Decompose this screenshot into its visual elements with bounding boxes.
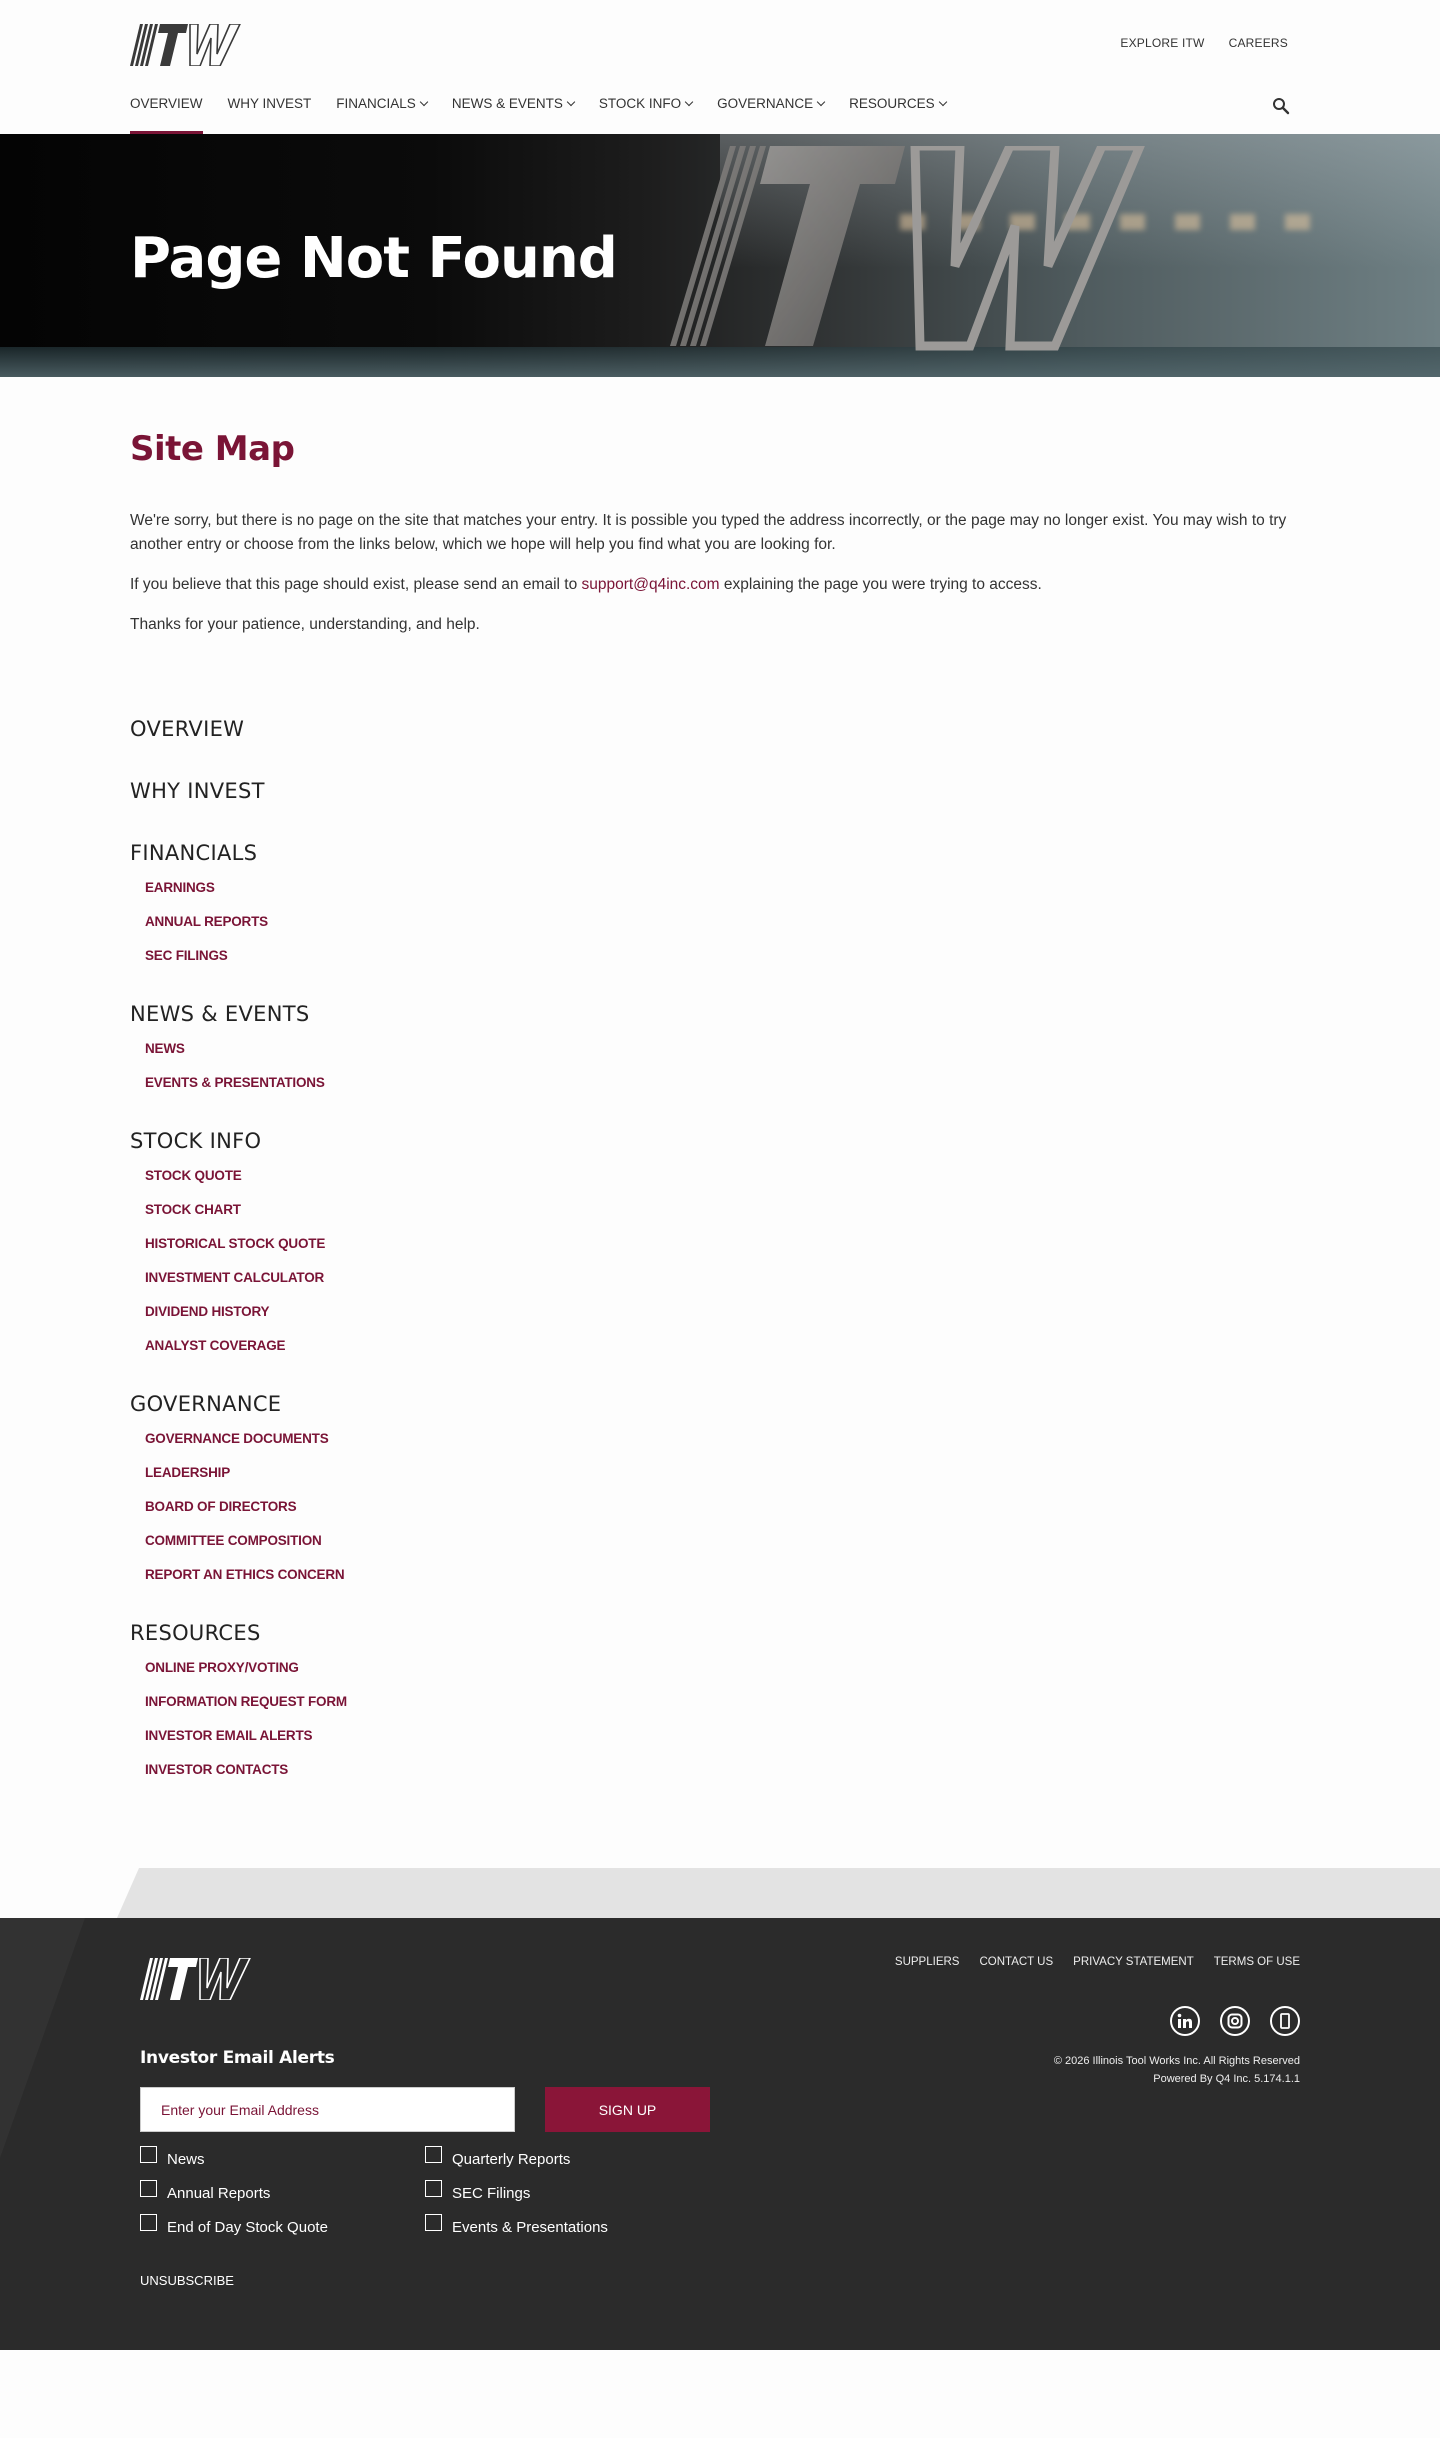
sitemap-link-online-proxy-voting[interactable]: ONLINE PROXY/VOTING [145, 1660, 299, 1675]
sitemap-section-financials [130, 841, 1310, 964]
sitemap-link-historical-stock-quote[interactable]: HISTORICAL STOCK QUOTE [145, 1236, 326, 1251]
footer-link-terms-of-use[interactable]: TERMS OF USE [1213, 1956, 1300, 1968]
main-content [130, 377, 1310, 1856]
nav-overview[interactable] [130, 96, 203, 134]
sitemap [130, 717, 1310, 1856]
explore-itw-link[interactable]: EXPLORE ITW [1120, 36, 1205, 50]
itw-logo[interactable] [130, 24, 248, 66]
sitemap-heading-stock-info[interactable]: STOCK INFO [130, 1129, 262, 1153]
sitemap-link-sec-filings[interactable]: SEC FILINGS [145, 948, 228, 963]
sitemap-link-stock-chart[interactable]: STOCK CHART [145, 1202, 241, 1217]
utility-nav [1120, 36, 1288, 50]
email-alerts-form [140, 1918, 740, 2350]
sign-up-button[interactable]: SIGN UP [545, 2087, 710, 2132]
sitemap-heading-governance[interactable]: GOVERNANCE [130, 1392, 282, 1416]
sitemap-link-governance-documents[interactable]: GOVERNANCE DOCUMENTS [145, 1431, 329, 1446]
checkbox-box[interactable] [140, 2214, 157, 2231]
sitemap-heading-news-events[interactable]: NEWS & EVENTS [130, 1002, 310, 1026]
chevron-down-icon [420, 98, 428, 106]
linkedin-icon[interactable] [1170, 2006, 1200, 2036]
site-footer [0, 1918, 1440, 2350]
sitemap-link-board-of-directors[interactable]: BOARD OF DIRECTORS [145, 1499, 297, 1514]
sitemap-link-stock-quote[interactable]: STOCK QUOTE [145, 1168, 242, 1183]
contact-text-before: If you believe that this page should exist, please send an email to [130, 576, 582, 593]
checkbox-box[interactable] [425, 2214, 442, 2231]
nav-label: RESOURCES [849, 96, 935, 111]
contact-paragraph [130, 573, 1310, 597]
checkbox-end-of-day-stock-quote[interactable] [140, 2214, 425, 2236]
nav-why-invest[interactable] [228, 96, 312, 134]
hero-banner [0, 134, 1440, 377]
sitemap-section-why-invest [130, 779, 1310, 803]
nav-news-events[interactable] [452, 96, 574, 134]
instagram-icon[interactable] [1220, 2006, 1250, 2036]
nav-label: OVERVIEW [130, 96, 203, 111]
nav-label: GOVERNANCE [717, 96, 814, 111]
itw-3d-logo-image [670, 146, 1260, 356]
footer-links [895, 1956, 1300, 1968]
footer-link-privacy-statement[interactable]: PRIVACY STATEMENT [1073, 1956, 1194, 1968]
checkbox-box[interactable] [140, 2180, 157, 2197]
nav-stock-info[interactable] [599, 96, 692, 134]
contact-text-after: explaining the page you were trying to access. [719, 576, 1042, 593]
checkbox-quarterly-reports[interactable] [425, 2146, 710, 2168]
checkbox-sec-filings[interactable] [425, 2180, 710, 2202]
nav-financials[interactable] [336, 96, 427, 134]
social-links [1170, 2006, 1300, 2036]
checkbox-box[interactable] [425, 2180, 442, 2197]
footer-link-suppliers[interactable]: SUPPLIERS [894, 1956, 960, 1968]
site-map-heading: Site Map [130, 429, 295, 469]
footer-top-band [0, 1868, 1440, 1918]
nav-resources[interactable] [849, 96, 946, 134]
chevron-down-icon [817, 98, 825, 106]
nav-governance[interactable] [717, 96, 824, 134]
alert-type-checkboxes [140, 2146, 710, 2236]
checkbox-label: End of Day Stock Quote [167, 2219, 328, 2236]
sitemap-link-earnings[interactable]: EARNINGS [145, 880, 215, 895]
sitemap-section-stock-info [130, 1129, 1310, 1354]
main-nav [130, 96, 971, 134]
sitemap-heading-overview[interactable]: OVERVIEW [130, 717, 245, 741]
chevron-down-icon [938, 98, 946, 106]
nav-label: NEWS & EVENTS [451, 96, 563, 111]
checkbox-label: Events & Presentations [452, 2219, 608, 2236]
powered-by-text: Powered By Q4 Inc. 5.174.1.1 [1153, 2073, 1300, 2085]
careers-link[interactable]: CAREERS [1228, 36, 1288, 50]
sitemap-link-investor-email-alerts[interactable]: INVESTOR EMAIL ALERTS [145, 1728, 313, 1743]
sitemap-section-news-events [130, 1002, 1310, 1091]
nav-label: FINANCIALS [336, 96, 416, 111]
sitemap-section-overview [130, 717, 1310, 741]
sitemap-link-news[interactable]: NEWS [145, 1041, 185, 1056]
unsubscribe-link[interactable]: UNSUBSCRIBE [140, 2273, 234, 2288]
copyright-block [1054, 2052, 1300, 2088]
sitemap-link-investor-contacts[interactable]: INVESTOR CONTACTS [145, 1762, 289, 1777]
nav-label: STOCK INFO [598, 96, 682, 111]
sitemap-heading-resources[interactable]: RESOURCES [130, 1621, 261, 1645]
nav-label: WHY INVEST [227, 96, 312, 111]
footer-link-contact-us[interactable]: CONTACT US [979, 1956, 1054, 1968]
chevron-down-icon [685, 98, 693, 106]
checkbox-label: News [167, 2151, 205, 2168]
support-email-link[interactable]: support@q4inc.com [581, 576, 720, 593]
copyright-text: © 2026 Illinois Tool Works Inc. All Rights Reserved [1053, 2055, 1300, 2067]
sitemap-link-annual-reports[interactable]: ANNUAL REPORTS [145, 914, 268, 929]
sitemap-heading-why-invest[interactable]: WHY INVEST [130, 779, 265, 803]
checkbox-events-presentations[interactable] [425, 2214, 710, 2236]
sitemap-link-report-ethics-concern[interactable]: REPORT AN ETHICS CONCERN [145, 1567, 345, 1582]
sorry-paragraph: We're sorry, but there is no page on the site that matches your entry. It is possible you typed the address incorrectly, or the page may no longer exist. You may wish to try another entry or choose from the links below, which we hope will help you find what you are looking for. [130, 512, 1287, 553]
email-alerts-title: Investor Email Alerts [140, 2048, 335, 2068]
sitemap-link-committee-composition[interactable]: COMMITTEE COMPOSITION [145, 1533, 322, 1548]
sitemap-section-resources [130, 1621, 1310, 1778]
sitemap-link-analyst-coverage[interactable]: ANALYST COVERAGE [145, 1338, 286, 1353]
sitemap-link-leadership[interactable]: LEADERSHIP [145, 1465, 231, 1480]
checkbox-box[interactable] [140, 2146, 157, 2163]
checkbox-label: Annual Reports [167, 2185, 271, 2202]
mobile-icon[interactable] [1270, 2006, 1300, 2036]
checkbox-label: Quarterly Reports [452, 2151, 571, 2168]
site-header [0, 0, 1440, 134]
search-icon[interactable] [1272, 97, 1290, 115]
checkbox-label: SEC Filings [452, 2185, 531, 2202]
sitemap-link-information-request-form[interactable]: INFORMATION REQUEST FORM [145, 1694, 347, 1709]
sitemap-link-investment-calculator[interactable]: INVESTMENT CALCULATOR [145, 1270, 325, 1285]
thanks-paragraph: Thanks for your patience, understanding, and help. [130, 616, 480, 633]
footer-diagonal-decoration [0, 1918, 130, 2350]
email-input[interactable] [140, 2087, 515, 2132]
sitemap-heading-financials[interactable]: FINANCIALS [130, 841, 258, 865]
chevron-down-icon [567, 98, 575, 106]
sitemap-link-events-presentations[interactable]: EVENTS & PRESENTATIONS [145, 1075, 325, 1090]
sitemap-link-dividend-history[interactable]: DIVIDEND HISTORY [145, 1304, 270, 1319]
page-title: Page Not Found [130, 226, 617, 291]
checkbox-news[interactable] [140, 2146, 425, 2168]
checkbox-annual-reports[interactable] [140, 2180, 425, 2202]
sitemap-section-governance [130, 1392, 1310, 1583]
checkbox-box[interactable] [425, 2146, 442, 2163]
